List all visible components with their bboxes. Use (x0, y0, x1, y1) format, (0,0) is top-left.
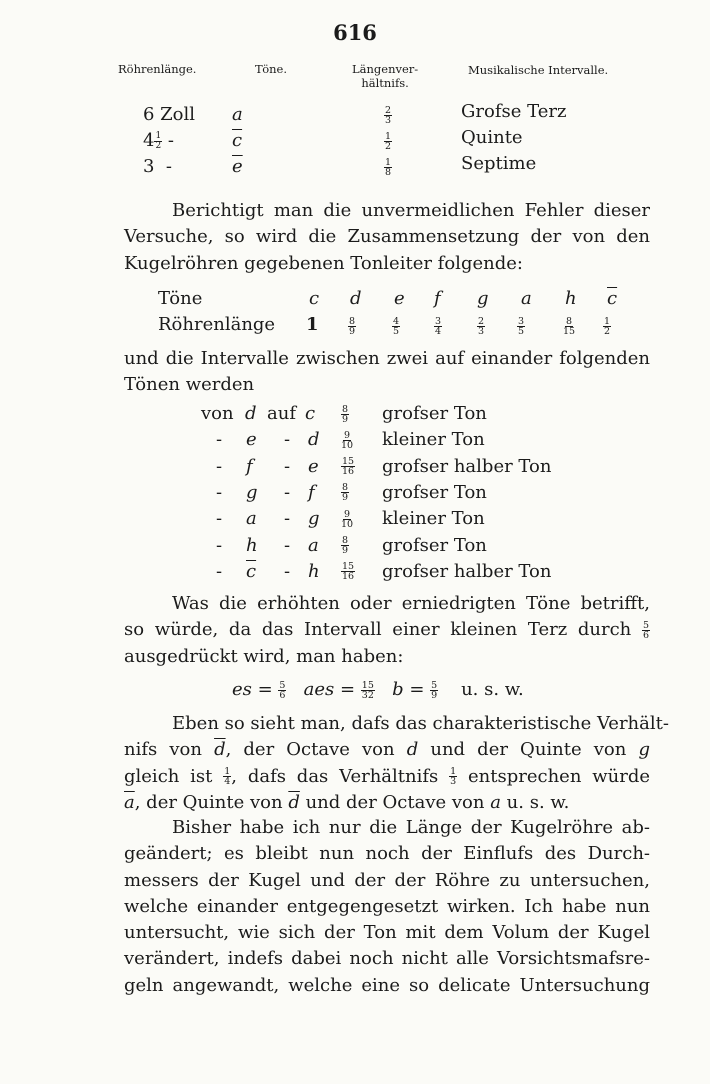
para4-tone: g (638, 739, 650, 761)
formula-tail: u. s. w. (461, 679, 524, 700)
scale-fraction (348, 315, 356, 336)
interval-prefix: - (216, 455, 223, 477)
interval-prefix: - (216, 508, 223, 530)
paragraph-4 (124, 711, 669, 816)
frac-den: 5 (518, 325, 525, 337)
interval-ratio-num: 15 (342, 456, 355, 468)
formula: es = $\frac{5}{6}$ aes = $\frac{15}{32}$ b = $\frac{5}{9}$ u. s. w. (232, 679, 524, 701)
row2-interval: Quinte (461, 127, 523, 148)
header-ratio-line1: Längenver- (352, 62, 419, 76)
frac-den: 15 (563, 325, 576, 337)
para5-line: geln angewandt, welche eine so delicate Untersuchung (124, 974, 650, 996)
scale-fraction (392, 315, 400, 336)
interval-name: grofser halber Ton (382, 455, 552, 477)
formula-es: es (232, 679, 252, 700)
para4-frac-num: 1 (450, 766, 457, 778)
para4-text: nifs von (124, 739, 202, 761)
paragraph-3 (124, 591, 650, 670)
interval-ratio-num: 15 (342, 561, 355, 573)
formula-aes-num: 15 (361, 679, 374, 691)
paragraph-5 (124, 815, 650, 999)
row2-tone: $\overline{c}$ (232, 130, 243, 151)
interval-name: kleiner Ton (382, 429, 485, 451)
interval-prefix: - (216, 560, 223, 582)
interval-ratio-den: 10 (341, 439, 354, 451)
para4-text: , der Octave von (225, 739, 395, 761)
formula-b: b (392, 679, 404, 700)
para4-text: und der Quinte von (430, 739, 627, 761)
interval-tone-b: f (308, 481, 315, 503)
para3-line: Was die erhöhten oder erniedrigten Töne betrifft, (172, 593, 650, 614)
row2-ratio-den: 2 (385, 140, 392, 152)
interval-ratio-den: 9 (342, 413, 349, 425)
scale-tone: d (350, 288, 362, 309)
interval-prefix: - (216, 429, 223, 451)
scale-tone: f (434, 288, 441, 309)
interval-ratio-den: 10 (341, 518, 354, 530)
row1-ratio-num: 2 (385, 104, 392, 116)
para4-frac-den: 3 (450, 776, 457, 788)
row3-interval: Septime (461, 153, 537, 174)
interval-ratio (341, 456, 355, 477)
scale-tone: g (477, 288, 489, 309)
para1-line: Berichtigt man die unvermeidlichen Fehler dieser (172, 200, 650, 221)
frac-num: 2 (478, 315, 485, 327)
para4-text: und der Octave von (305, 791, 485, 813)
scale-tone: h (565, 288, 577, 309)
interval-name: grofser Ton (382, 403, 487, 424)
row3-tone: $\overline{e}$ (232, 156, 243, 177)
scale-fraction (477, 315, 485, 336)
para4-line: Eben so sieht man, dafs das charakteristische Verhält- (172, 713, 669, 734)
interval-ratio-num: 9 (344, 429, 351, 441)
interval-prefix: von (201, 403, 234, 424)
para1-line: Versuche, so wird die Zusammensetzung der von den (124, 226, 650, 248)
scale-tone: e (394, 288, 405, 309)
formula-aes: aes (303, 679, 335, 700)
interval-tone-b: e (308, 455, 319, 477)
formula-b-den: 9 (431, 689, 438, 701)
para3-frac-den: 6 (642, 629, 649, 641)
interval-prefix: - (216, 481, 223, 503)
para4-line (124, 737, 650, 763)
interval-tone-b: d (308, 429, 320, 451)
interval-name: grofser Ton (382, 481, 487, 503)
interval-tone-a: g (246, 481, 258, 503)
row2-length-num: 1 (155, 130, 162, 141)
interval-tone-a: e (246, 429, 257, 451)
interval-connector: - (284, 455, 291, 477)
scale-tone: $\overline{c}$ (607, 288, 618, 309)
interval-tone-a: d (245, 403, 257, 424)
para5-line: geändert; es bleibt nun noch der Einflufs des Durch- (124, 843, 650, 865)
para5-line: messers der Kugel und der der Röhre zu untersuchen, (124, 869, 650, 891)
para4-tone: d (406, 739, 419, 761)
scale-tones-label: Töne (158, 288, 203, 309)
interval-tone-a: $\overline{c}$ (246, 560, 257, 582)
para4-text: , dafs das Verhältnifs (231, 765, 439, 787)
para3-line (124, 617, 650, 643)
formula-es-num: 5 (279, 679, 286, 691)
interval-tone-b: h (308, 560, 320, 582)
frac-num: 1 (604, 315, 611, 327)
formula-es-den: 6 (279, 689, 286, 701)
para3-line: ausgedrückt wird, man haben: (124, 645, 404, 667)
interval-ratio-den: 9 (342, 545, 349, 556)
frac-num: 3 (518, 315, 525, 327)
row1-interval: Grofse Terz (461, 101, 567, 122)
interval-ratio (341, 561, 355, 582)
interval-ratio-den: 16 (342, 571, 355, 583)
interval-ratio (341, 482, 349, 503)
row2-ratio (384, 130, 392, 151)
para1-line: Kugelröhren gegebenen Tonleiter folgende: (124, 252, 523, 274)
interval-name: kleiner Ton (382, 508, 485, 530)
frac-den: 4 (435, 325, 442, 337)
header-tones: Töne. (255, 62, 288, 76)
paragraph-2 (124, 346, 650, 399)
para4-text: u. s. w. (506, 791, 570, 813)
interval-connector: - (284, 429, 291, 451)
frac-den: 9 (349, 325, 356, 337)
page-number: 616 (333, 20, 377, 45)
interval-ratio-num: 8 (342, 482, 349, 494)
interval-ratio (341, 535, 349, 556)
para4-line (124, 764, 650, 790)
paragraph-1 (124, 198, 650, 277)
interval-tone-b: a (308, 534, 319, 556)
interval-connector: - (284, 508, 291, 530)
formula-b-num: 5 (431, 679, 438, 691)
interval-ratio (341, 429, 353, 450)
interval-ratio-num: 9 (344, 508, 351, 520)
formula-aes-den: 32 (361, 689, 374, 701)
para4-tone: $\overline{d}$ (214, 739, 226, 761)
para4-line (124, 790, 650, 816)
interval-ratio-num: 8 (342, 403, 349, 415)
frac-den: 3 (478, 325, 485, 337)
scale-tone: a (521, 288, 532, 309)
scale-tone: c (309, 288, 320, 309)
para4-text: entsprechen würde (468, 765, 651, 787)
row2-length-whole: 4 (143, 130, 155, 151)
interval-tone-b: c (305, 403, 316, 424)
row1-length: 6 Zoll (143, 104, 196, 125)
header-length: Röhrenlänge. (118, 62, 197, 76)
interval-ratio (341, 403, 349, 424)
interval-connector: - (284, 534, 291, 556)
interval-name: grofser Ton (382, 534, 487, 556)
row1-ratio (384, 104, 392, 125)
para5-line: verändert, indefs dabei noch nicht alle Vorsichtsmafsre- (124, 948, 650, 970)
row3-ratio-den: 8 (385, 166, 392, 178)
row3-ratio (384, 156, 392, 177)
para5-line: Bisher habe ich nur die Länge der Kugelröhre ab- (172, 817, 650, 838)
row2-length (143, 130, 174, 151)
para4-tone: $\overline{a}$ (124, 791, 135, 813)
scale-fraction (517, 315, 525, 336)
interval-tone-a: f (246, 455, 253, 477)
frac-num: 8 (566, 315, 573, 327)
para4-text: gleich ist (124, 765, 213, 787)
row1-tone: a (232, 104, 243, 125)
para5-line: untersucht, wie sich der Ton mit dem Volum der Kugel (124, 922, 650, 944)
scale-fraction (603, 315, 611, 336)
para4-frac-den: 4 (224, 776, 231, 788)
para2-line: und die Intervalle zwischen zwei auf einander folgenden (124, 348, 650, 369)
interval-connector: - (284, 560, 291, 582)
para4-tone: $\overline{d}$ (288, 791, 300, 813)
interval-tone-a: a (246, 508, 257, 530)
scale-fraction (563, 315, 575, 336)
para3-frac-num: 5 (642, 619, 649, 631)
interval-ratio-num: 8 (342, 535, 349, 546)
interval-ratio-den: 16 (342, 466, 355, 478)
interval-ratio (341, 508, 353, 529)
interval-connector: - (284, 481, 291, 503)
row1-ratio-den: 3 (385, 114, 392, 126)
para4-text: , der Quinte von (134, 791, 283, 813)
header-ratio-line2: hältnifs. (361, 76, 409, 90)
row2-length-den: 2 (155, 140, 162, 151)
interval-connector: auf (267, 403, 296, 424)
frac-num: 4 (393, 315, 400, 327)
frac-den: 2 (604, 325, 611, 337)
row2-length-suffix: - (167, 130, 175, 151)
frac-num: 3 (435, 315, 442, 327)
scale-fraction (434, 315, 442, 336)
header-ratio (352, 62, 418, 90)
interval-prefix: - (216, 534, 223, 556)
para2-line: Tönen werden (124, 374, 255, 396)
scale-first-value: 1 (306, 314, 319, 335)
interval-tone-b: g (308, 508, 320, 530)
interval-tone-a: h (246, 534, 258, 556)
para3-text: so würde, da das Intervall einer kleinen Terz durch (124, 619, 632, 641)
interval-ratio-den: 9 (342, 492, 349, 504)
row3-ratio-num: 1 (385, 156, 392, 168)
scale-length-label: Röhrenlänge (158, 314, 276, 335)
interval-name: grofser halber Ton (382, 560, 552, 582)
frac-num: 8 (349, 315, 356, 327)
row3-length: 3 - (143, 156, 172, 177)
para4-tone: a (490, 791, 501, 813)
para4-frac-num: 1 (224, 766, 231, 778)
frac-den: 5 (393, 325, 400, 337)
header-intervals: Musikalische Intervalle. (468, 63, 609, 77)
row2-ratio-num: 1 (385, 130, 392, 142)
para5-line: welche einander entgegengesetzt wirken. Ich habe nun (124, 895, 650, 917)
